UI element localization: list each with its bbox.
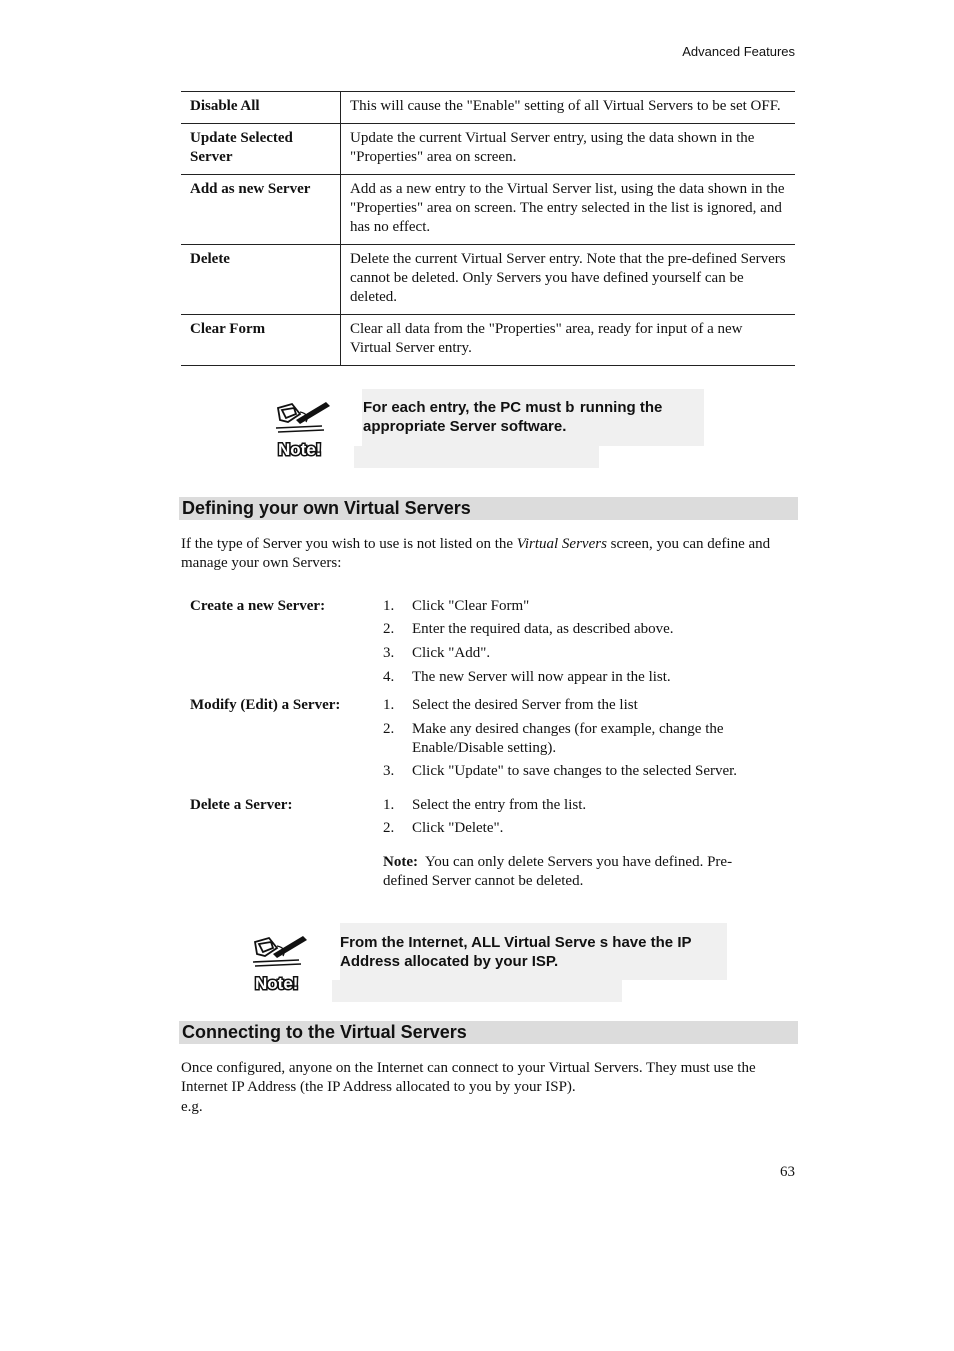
note-icon-label: Note!: [278, 440, 322, 458]
procedure-label-create: Create a new Server:: [190, 598, 326, 614]
note-background: [332, 980, 622, 1002]
page-number: 63: [780, 1164, 795, 1180]
button-definitions-table: [181, 91, 795, 366]
definition-term: Update Selected Server: [181, 124, 341, 175]
procedure-label-modify: Modify (Edit) a Server:: [190, 697, 341, 713]
table-row: [181, 124, 795, 175]
definition-desc: Clear all data from the "Properties" area, ready for input of a new Virtual Server entry.: [341, 315, 796, 366]
definition-term: Disable All: [181, 92, 341, 124]
example-label: e.g.: [181, 1099, 203, 1115]
step-text: Enter the required data, as described above.: [412, 621, 674, 637]
step-text: Click "Update" to save changes to the selected Server.: [412, 763, 738, 779]
note-icon-label: Note!: [255, 974, 299, 992]
step-number: 1.: [383, 797, 395, 813]
definition-desc: Add as a new entry to the Virtual Server list, using the data shown in the "Properties" area on screen. The entry selected in the list is ignored, and has no effect.: [341, 175, 796, 245]
note-background: [354, 446, 599, 468]
definition-term: Clear Form: [181, 315, 341, 366]
note-text-line2: appropriate Server software.: [363, 418, 567, 435]
definition-desc: Update the current Virtual Server entry, using the data shown in the "Properties" area on screen.: [341, 124, 796, 175]
step-text: Click "Clear Form": [412, 598, 530, 614]
section-intro: [181, 535, 797, 573]
table-row: [181, 245, 795, 315]
section-heading: Connecting to the Virtual Servers: [179, 1021, 798, 1044]
step-number: 2.: [383, 721, 395, 737]
table-row: [181, 92, 795, 124]
step-number: 3.: [383, 763, 395, 779]
table-row: [181, 315, 795, 366]
procedure-label-delete: Delete a Server:: [190, 797, 293, 813]
delete-note-text: You can only delete Servers you have defined. Pre-defined Server cannot be deleted.: [383, 854, 733, 889]
intro-text: If the type of Server you wish to use is not listed on the: [181, 536, 517, 552]
note-text-line1: From the Internet, ALL Virtual Serve s have the IP: [340, 934, 692, 951]
note-text-line2: Address allocated by your ISP.: [340, 953, 559, 970]
step-text: Click "Add".: [412, 645, 491, 661]
note-text-line1: For each entry, the PC must b running the: [363, 399, 663, 416]
intro-text: screen, you can define and manage your own Servers:: [181, 536, 771, 571]
intro-emphasis: Virtual Servers: [516, 536, 607, 552]
section-paragraph: Once configured, anyone on the Internet can connect to your Virtual Servers. They must use the Internet IP Address (the IP Address allocated to you by your ISP).: [181, 1060, 756, 1095]
step-text: Select the desired Server from the list: [412, 697, 638, 713]
definition-desc: This will cause the "Enable" setting of all Virtual Servers to be set OFF.: [341, 92, 796, 124]
step-number: 1.: [383, 697, 395, 713]
running-header: Advanced Features: [682, 44, 795, 59]
step-text: The new Server will now appear in the list.: [412, 669, 671, 685]
step-number: 1.: [383, 598, 395, 614]
section-heading: Defining your own Virtual Servers: [179, 497, 798, 520]
step-number: 2.: [383, 820, 395, 836]
step-text: Make any desired changes (for example, change the Enable/Disable setting).: [412, 721, 724, 756]
definition-term: Delete: [181, 245, 341, 315]
definition-desc: Delete the current Virtual Server entry. Note that the pre-defined Servers cannot be deleted. Only Servers you have defined yourself can be deleted.: [341, 245, 796, 315]
definition-term: Add as new Server: [181, 175, 341, 245]
step-number: 2.: [383, 621, 395, 637]
delete-note: [383, 853, 773, 891]
step-number: 3.: [383, 645, 395, 661]
delete-note-label: Note:: [383, 854, 418, 870]
note-pencil-icon: [247, 932, 309, 992]
step-text: Select the entry from the list.: [412, 797, 587, 813]
note-pencil-icon: [270, 398, 332, 458]
table-row: [181, 175, 795, 245]
step-number: 4.: [383, 669, 395, 685]
step-text: Click "Delete".: [412, 820, 504, 836]
